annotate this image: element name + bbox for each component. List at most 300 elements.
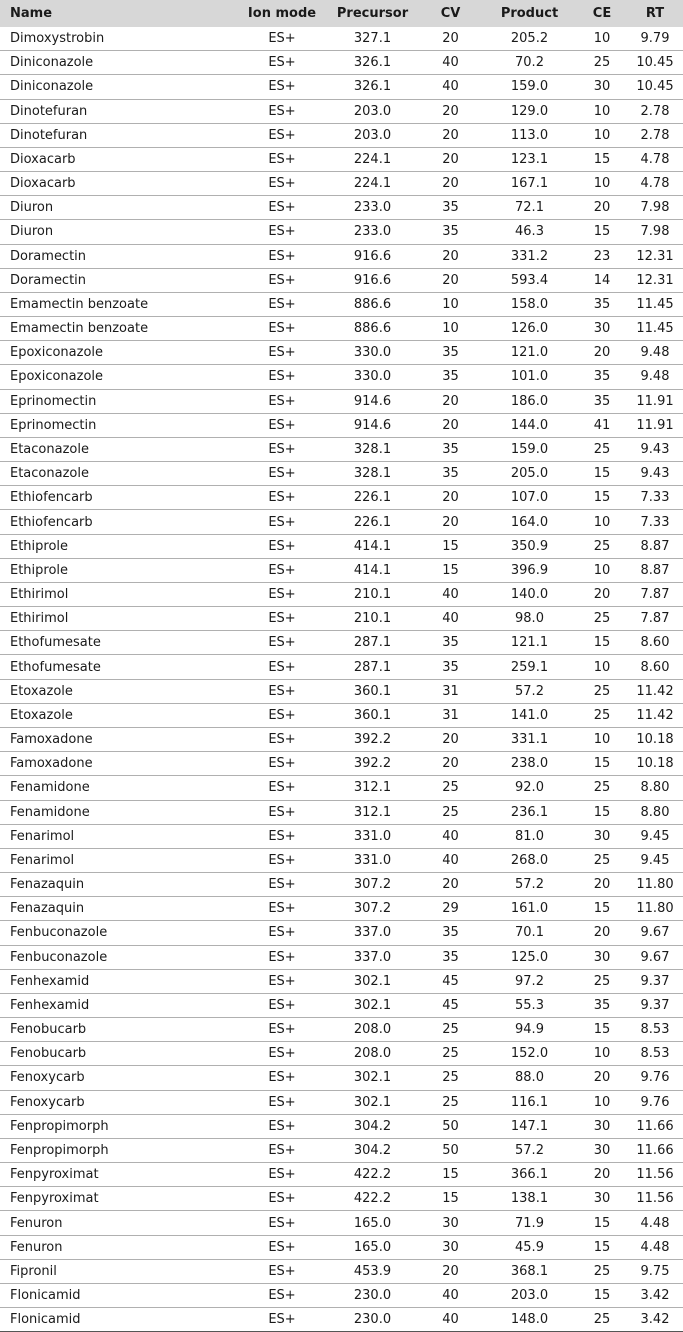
cell-precursor: 916.6 <box>353 272 392 288</box>
cell-product: 45.9 <box>515 1239 544 1255</box>
cell-rt: 11.56 <box>636 1167 674 1183</box>
cell-ce: 15 <box>593 901 611 917</box>
cell-rt: 9.67 <box>640 949 670 965</box>
cell-product: 159.0 <box>510 79 549 95</box>
table-body <box>0 27 683 1332</box>
cell-precursor: 331.0 <box>353 828 392 844</box>
cell-precursor: 210.1 <box>353 611 392 627</box>
cell-name: Dinotefuran <box>10 103 88 119</box>
cell-name: Diniconazole <box>10 79 94 95</box>
cell-cv: 31 <box>442 683 459 699</box>
cell-rt: 8.53 <box>640 1022 670 1038</box>
cell-ion-mode: ES+ <box>268 176 296 192</box>
cell-precursor: 326.1 <box>353 79 392 95</box>
cell-cv: 20 <box>442 176 459 192</box>
cell-ce: 15 <box>593 151 611 167</box>
header-product: Product <box>482 0 577 27</box>
cell-ce: 35 <box>593 296 611 312</box>
cell-cv: 20 <box>442 756 459 772</box>
cell-ion-mode: ES+ <box>268 1191 296 1207</box>
cell-product: 236.1 <box>510 804 549 820</box>
cell-ce: 10 <box>593 1046 611 1062</box>
cell-name: Ethirimol <box>10 587 69 603</box>
cell-ce: 30 <box>593 949 611 965</box>
cell-name: Epoxiconazole <box>10 345 104 361</box>
table-row <box>0 486 683 510</box>
table-row <box>0 655 683 679</box>
cell-precursor: 226.1 <box>353 490 392 506</box>
table-header <box>0 0 683 27</box>
cell-cv: 40 <box>442 587 459 603</box>
cell-name: Fenarimol <box>10 852 75 868</box>
table-row <box>0 462 683 486</box>
cell-product: 107.0 <box>510 490 549 506</box>
cell-cv: 25 <box>442 780 459 796</box>
cell-rt: 8.60 <box>640 635 670 651</box>
cell-ce: 30 <box>593 1118 611 1134</box>
cell-ce: 20 <box>593 925 611 941</box>
cell-cv: 20 <box>442 514 459 530</box>
table-row <box>0 1308 683 1332</box>
cell-name: Fenamidone <box>10 780 90 796</box>
cell-precursor: 330.0 <box>353 345 392 361</box>
table-row <box>0 172 683 196</box>
header-ion-mode: Ion mode <box>238 0 326 27</box>
cell-precursor: 414.1 <box>353 538 392 554</box>
cell-precursor: 203.0 <box>353 127 392 143</box>
cell-ion-mode: ES+ <box>268 103 296 119</box>
cell-cv: 35 <box>442 224 459 240</box>
cell-name: Fipronil <box>10 1263 57 1279</box>
cell-name: Doramectin <box>10 272 87 288</box>
cell-rt: 8.87 <box>640 562 670 578</box>
cell-name: Flonicamid <box>10 1312 81 1328</box>
cell-cv: 25 <box>442 804 459 820</box>
cell-ce: 25 <box>593 1263 611 1279</box>
cell-name: Fenarimol <box>10 828 75 844</box>
cell-ion-mode: ES+ <box>268 804 296 820</box>
cell-name: Famoxadone <box>10 732 93 748</box>
table-row <box>0 196 683 220</box>
cell-name: Fenpropimorph <box>10 1118 109 1134</box>
cell-precursor: 326.1 <box>353 55 392 71</box>
cell-cv: 40 <box>442 79 459 95</box>
cell-ion-mode: ES+ <box>268 997 296 1013</box>
cell-precursor: 916.6 <box>353 248 392 264</box>
cell-rt: 11.45 <box>636 296 674 312</box>
cell-ion-mode: ES+ <box>268 55 296 71</box>
cell-ce: 15 <box>593 490 611 506</box>
cell-ion-mode: ES+ <box>268 442 296 457</box>
cell-ce: 25 <box>593 442 611 457</box>
cell-product: 147.1 <box>510 1118 549 1134</box>
cell-ion-mode: ES+ <box>268 683 296 699</box>
cell-cv: 40 <box>442 852 459 868</box>
cell-rt: 4.78 <box>640 176 670 192</box>
cell-precursor: 337.0 <box>353 949 392 965</box>
cell-product: 238.0 <box>510 756 549 772</box>
cell-name: Fenhexamid <box>10 973 90 989</box>
cell-cv: 25 <box>442 1046 459 1062</box>
cell-cv: 15 <box>442 1191 459 1207</box>
cell-product: 55.3 <box>515 997 544 1013</box>
cell-name: Etaconazole <box>10 442 89 457</box>
cell-name: Fenpyroximat <box>10 1191 99 1207</box>
cell-name: Eprinomectin <box>10 417 97 433</box>
cell-ce: 20 <box>593 877 611 893</box>
cell-name: Epoxiconazole <box>10 369 104 385</box>
cell-ion-mode: ES+ <box>268 345 296 361</box>
cell-name: Ethiofencarb <box>10 514 93 530</box>
cell-product: 121.0 <box>510 345 549 361</box>
cell-ce: 25 <box>593 852 611 868</box>
cell-rt: 4.78 <box>640 151 670 167</box>
table-row <box>0 631 683 655</box>
table-row <box>0 389 683 413</box>
cell-product: 148.0 <box>510 1312 549 1328</box>
cell-cv: 45 <box>442 997 459 1013</box>
cell-precursor: 165.0 <box>353 1215 392 1231</box>
cell-name: Emamectin benzoate <box>10 296 149 312</box>
cell-ce: 10 <box>593 31 611 47</box>
cell-product: 71.9 <box>515 1215 544 1231</box>
cell-name: Fenoxycarb <box>10 1094 85 1110</box>
table-row <box>0 1138 683 1162</box>
cell-cv: 20 <box>442 393 459 409</box>
cell-name: Famoxadone <box>10 756 93 772</box>
cell-name: Dioxacarb <box>10 176 76 192</box>
cell-product: 159.0 <box>510 442 549 457</box>
cell-rt: 9.76 <box>640 1094 670 1110</box>
cell-name: Etoxazole <box>10 707 73 723</box>
cell-rt: 2.78 <box>640 127 670 143</box>
header-name: Name <box>0 0 238 27</box>
table-row <box>0 510 683 534</box>
cell-precursor: 230.0 <box>353 1288 392 1304</box>
cell-precursor: 165.0 <box>353 1239 392 1255</box>
cell-precursor: 230.0 <box>353 1312 392 1328</box>
cell-ion-mode: ES+ <box>268 1118 296 1134</box>
cell-cv: 35 <box>442 345 459 361</box>
cell-ion-mode: ES+ <box>268 949 296 965</box>
table-row <box>0 413 683 437</box>
cell-product: 101.0 <box>510 369 549 385</box>
cell-precursor: 422.2 <box>353 1191 392 1207</box>
cell-cv: 20 <box>442 127 459 143</box>
table-row <box>0 703 683 727</box>
cell-ce: 30 <box>593 1142 611 1158</box>
header-row <box>0 0 683 27</box>
cell-product: 203.0 <box>510 1288 549 1304</box>
cell-ce: 25 <box>593 707 611 723</box>
cell-ce: 20 <box>593 587 611 603</box>
cell-precursor: 886.6 <box>353 296 392 312</box>
cell-ce: 30 <box>593 321 611 337</box>
cell-name: Dinotefuran <box>10 127 88 143</box>
cell-ce: 41 <box>593 417 611 433</box>
cell-cv: 20 <box>442 272 459 288</box>
table-row <box>0 607 683 631</box>
cell-product: 205.2 <box>510 31 549 47</box>
cell-rt: 9.45 <box>640 828 670 844</box>
cell-product: 259.1 <box>510 659 549 675</box>
cell-name: Fenuron <box>10 1239 63 1255</box>
cell-cv: 20 <box>442 490 459 506</box>
cell-precursor: 307.2 <box>353 877 392 893</box>
cell-ce: 25 <box>593 973 611 989</box>
cell-rt: 9.76 <box>640 1070 670 1086</box>
cell-ion-mode: ES+ <box>268 828 296 844</box>
cell-ion-mode: ES+ <box>268 296 296 312</box>
cell-precursor: 312.1 <box>353 780 392 796</box>
cell-rt: 10.45 <box>636 55 674 71</box>
cell-rt: 10.45 <box>636 79 674 95</box>
cell-ce: 10 <box>593 514 611 530</box>
cell-precursor: 226.1 <box>353 514 392 530</box>
cell-ion-mode: ES+ <box>268 1288 296 1304</box>
cell-cv: 20 <box>442 103 459 119</box>
cell-product: 161.0 <box>510 901 549 917</box>
cell-ce: 20 <box>593 345 611 361</box>
cell-precursor: 886.6 <box>353 321 392 337</box>
table-row <box>0 873 683 897</box>
cell-ce: 35 <box>593 369 611 385</box>
table-row <box>0 582 683 606</box>
cell-product: 141.0 <box>510 707 549 723</box>
cell-ion-mode: ES+ <box>268 224 296 240</box>
table-row <box>0 51 683 75</box>
table-row <box>0 341 683 365</box>
cell-cv: 20 <box>442 151 459 167</box>
table-row <box>0 848 683 872</box>
cell-rt: 9.79 <box>640 31 670 47</box>
cell-ce: 10 <box>593 1094 611 1110</box>
cell-ion-mode: ES+ <box>268 1215 296 1231</box>
cell-ce: 15 <box>593 635 611 651</box>
cell-name: Fenbuconazole <box>10 925 108 941</box>
cell-name: Diuron <box>10 224 54 240</box>
cell-cv: 10 <box>442 321 459 337</box>
cell-rt: 12.31 <box>636 272 674 288</box>
cell-name: Fenamidone <box>10 804 90 820</box>
cell-ion-mode: ES+ <box>268 417 296 433</box>
cell-ce: 20 <box>593 200 611 216</box>
cell-precursor: 224.1 <box>353 176 392 192</box>
cell-product: 331.2 <box>510 248 549 264</box>
cell-ion-mode: ES+ <box>268 1167 296 1183</box>
cell-name: Fenazaquin <box>10 901 85 917</box>
cell-ce: 15 <box>593 1288 611 1304</box>
cell-ion-mode: ES+ <box>268 1070 296 1086</box>
cell-product: 70.1 <box>515 925 544 941</box>
cell-cv: 25 <box>442 1094 459 1110</box>
table-row <box>0 824 683 848</box>
cell-cv: 40 <box>442 611 459 627</box>
cell-ion-mode: ES+ <box>268 1239 296 1255</box>
cell-ion-mode: ES+ <box>268 877 296 893</box>
cell-ce: 25 <box>593 1312 611 1328</box>
table-row <box>0 99 683 123</box>
cell-precursor: 331.0 <box>353 852 392 868</box>
cell-rt: 11.91 <box>636 417 674 433</box>
cell-precursor: 287.1 <box>353 659 392 675</box>
cell-rt: 9.48 <box>640 369 670 385</box>
cell-product: 331.1 <box>510 732 549 748</box>
cell-product: 138.1 <box>510 1191 549 1207</box>
cell-rt: 9.37 <box>640 973 670 989</box>
cell-ce: 20 <box>593 1167 611 1183</box>
cell-name: Etoxazole <box>10 683 73 699</box>
cell-cv: 20 <box>442 732 459 748</box>
cell-rt: 11.66 <box>636 1142 674 1158</box>
cell-product: 125.0 <box>510 949 549 965</box>
cell-cv: 15 <box>442 538 459 554</box>
cell-precursor: 360.1 <box>353 707 392 723</box>
header-rt: RT <box>627 0 683 27</box>
cell-ion-mode: ES+ <box>268 852 296 868</box>
cell-product: 57.2 <box>515 683 544 699</box>
cell-precursor: 233.0 <box>353 200 392 216</box>
cell-cv: 20 <box>442 877 459 893</box>
cell-ce: 35 <box>593 393 611 409</box>
cell-precursor: 392.2 <box>353 732 392 748</box>
cell-product: 167.1 <box>510 176 549 192</box>
cell-rt: 7.87 <box>640 611 670 627</box>
cell-ion-mode: ES+ <box>268 200 296 216</box>
cell-product: 396.9 <box>510 562 549 578</box>
cell-precursor: 312.1 <box>353 804 392 820</box>
cell-rt: 3.42 <box>640 1312 670 1328</box>
cell-ce: 25 <box>593 538 611 554</box>
cell-ce: 10 <box>593 103 611 119</box>
cell-ion-mode: ES+ <box>268 1094 296 1110</box>
cell-cv: 40 <box>442 828 459 844</box>
cell-product: 72.1 <box>515 200 544 216</box>
cell-ce: 23 <box>593 248 611 264</box>
table-row <box>0 244 683 268</box>
cell-precursor: 328.1 <box>353 466 392 482</box>
cell-precursor: 233.0 <box>353 224 392 240</box>
table-row <box>0 1235 683 1259</box>
cell-ce: 15 <box>593 466 611 482</box>
cell-ion-mode: ES+ <box>268 490 296 506</box>
cell-cv: 35 <box>442 635 459 651</box>
table-row <box>0 921 683 945</box>
cell-name: Diuron <box>10 200 54 216</box>
cell-rt: 11.80 <box>636 877 674 893</box>
cell-cv: 50 <box>442 1118 459 1134</box>
cell-cv: 25 <box>442 1070 459 1086</box>
cell-ion-mode: ES+ <box>268 1263 296 1279</box>
cell-precursor: 224.1 <box>353 151 392 167</box>
table-row <box>0 800 683 824</box>
cell-ce: 15 <box>593 224 611 240</box>
table-row <box>0 1090 683 1114</box>
table-row <box>0 1163 683 1187</box>
cell-rt: 9.67 <box>640 925 670 941</box>
cell-name: Ethiofencarb <box>10 490 93 506</box>
cell-product: 121.1 <box>510 635 549 651</box>
cell-precursor: 287.1 <box>353 635 392 651</box>
cell-ce: 10 <box>593 659 611 675</box>
cell-precursor: 422.2 <box>353 1167 392 1183</box>
table-row <box>0 679 683 703</box>
cell-precursor: 208.0 <box>353 1046 392 1062</box>
cell-name: Emamectin benzoate <box>10 321 149 337</box>
cell-rt: 8.80 <box>640 780 670 796</box>
cell-cv: 35 <box>442 442 459 457</box>
cell-ce: 30 <box>593 1191 611 1207</box>
cell-product: 205.0 <box>510 466 549 482</box>
cell-cv: 15 <box>442 1167 459 1183</box>
cell-ion-mode: ES+ <box>268 79 296 95</box>
table-row <box>0 534 683 558</box>
table-row <box>0 993 683 1017</box>
cell-ce: 10 <box>593 127 611 143</box>
cell-cv: 35 <box>442 925 459 941</box>
table-row <box>0 1018 683 1042</box>
cell-name: Fenazaquin <box>10 877 85 893</box>
cell-precursor: 330.0 <box>353 369 392 385</box>
cell-cv: 31 <box>442 707 459 723</box>
cell-cv: 35 <box>442 200 459 216</box>
cell-precursor: 392.2 <box>353 756 392 772</box>
cell-product: 593.4 <box>510 272 549 288</box>
cell-rt: 11.45 <box>636 321 674 337</box>
table-row <box>0 969 683 993</box>
cell-ion-mode: ES+ <box>268 1142 296 1158</box>
table-row <box>0 752 683 776</box>
cell-cv: 35 <box>442 659 459 675</box>
cell-ce: 15 <box>593 804 611 820</box>
cell-product: 98.0 <box>515 611 544 627</box>
cell-name: Doramectin <box>10 248 87 264</box>
cell-rt: 12.31 <box>636 248 674 264</box>
cell-product: 94.9 <box>515 1022 544 1038</box>
cell-ion-mode: ES+ <box>268 514 296 530</box>
cell-precursor: 203.0 <box>353 103 392 119</box>
cell-product: 126.0 <box>510 321 549 337</box>
cell-cv: 15 <box>442 562 459 578</box>
cell-cv: 45 <box>442 973 459 989</box>
cell-rt: 4.48 <box>640 1239 670 1255</box>
cell-product: 186.0 <box>510 393 549 409</box>
cell-product: 46.3 <box>515 224 544 240</box>
cell-cv: 30 <box>442 1215 459 1231</box>
cell-precursor: 210.1 <box>353 587 392 603</box>
cell-rt: 9.37 <box>640 997 670 1013</box>
cell-ce: 15 <box>593 1239 611 1255</box>
table-row <box>0 1211 683 1235</box>
cell-precursor: 304.2 <box>353 1118 392 1134</box>
cell-ce: 25 <box>593 683 611 699</box>
cell-ce: 30 <box>593 828 611 844</box>
cell-ion-mode: ES+ <box>268 901 296 917</box>
cell-rt: 9.48 <box>640 345 670 361</box>
cell-rt: 11.91 <box>636 393 674 409</box>
cell-name: Dioxacarb <box>10 151 76 167</box>
cell-ion-mode: ES+ <box>268 393 296 409</box>
cell-precursor: 328.1 <box>353 442 392 457</box>
cell-precursor: 914.6 <box>353 393 392 409</box>
table-row <box>0 1066 683 1090</box>
table-row <box>0 1042 683 1066</box>
cell-ce: 15 <box>593 1022 611 1038</box>
cell-rt: 11.56 <box>636 1191 674 1207</box>
table-row <box>0 27 683 51</box>
cell-rt: 10.18 <box>636 732 674 748</box>
cell-name: Etaconazole <box>10 466 89 482</box>
